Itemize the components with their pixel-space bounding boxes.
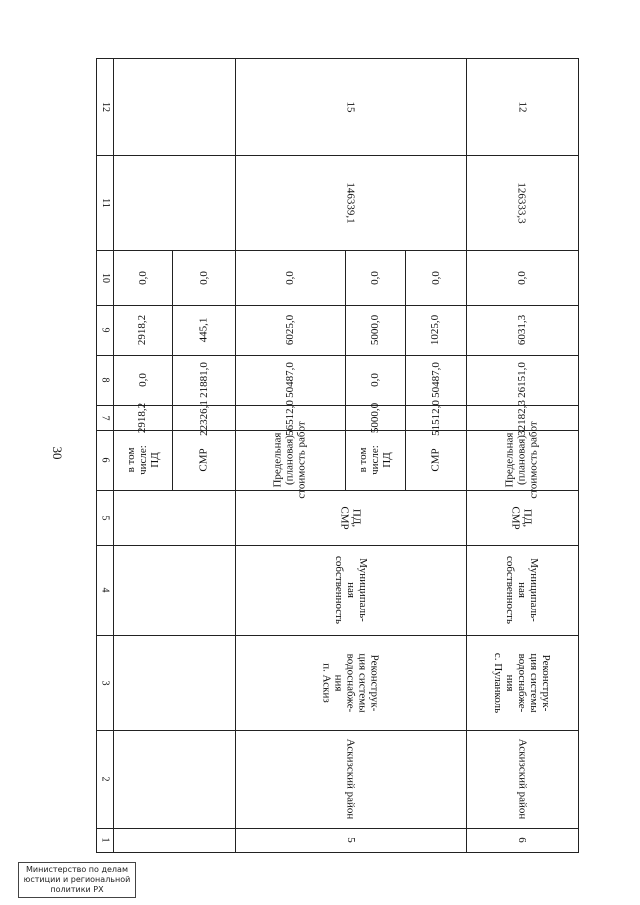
stage-cell: ПД, СМР xyxy=(510,505,534,530)
value-11-cell: 146339,1 xyxy=(344,181,357,224)
subrow-c8: 50487,0 xyxy=(284,362,296,398)
page-number: 30 xyxy=(50,446,65,460)
col-header-10: 10 xyxy=(99,272,111,283)
district-cell: Аскизский район xyxy=(515,738,528,820)
subrow-c10: 0,0 xyxy=(136,270,149,285)
subrow-c8: 0,0 xyxy=(369,373,381,387)
col-header-2: 2 xyxy=(99,776,111,782)
subrow-c10: 0,0 xyxy=(284,270,296,285)
subrow-label: в том числе: ПД xyxy=(124,445,161,475)
subrow-label: СМР xyxy=(429,448,442,472)
col-header-4: 4 xyxy=(99,587,111,593)
subrow-label: в том числе: ПД xyxy=(356,445,393,475)
subrow-c7: 5000,0 xyxy=(369,402,381,433)
col-header-8: 8 xyxy=(99,377,111,383)
col-header-12: 12 xyxy=(99,101,111,112)
subrow-c8: 26151,0 xyxy=(516,362,528,398)
col-header-11: 11 xyxy=(99,197,111,208)
col-header-9: 9 xyxy=(99,327,111,333)
col-header-1: 1 xyxy=(99,837,111,843)
subrow-c7: 56512,0 xyxy=(284,399,296,436)
object-cell: Реконструк- ция системы водоснабже- ния п. Аскиз xyxy=(320,652,381,713)
subrow-c9: 445,1 xyxy=(197,317,210,343)
col-header-6: 6 xyxy=(99,457,111,463)
subrow-label: Предельная (плановая) стоимость работ xyxy=(271,421,308,499)
subrow-c7: 32182,3 xyxy=(516,399,528,436)
value-12-cell: 12 xyxy=(516,101,528,112)
col-header-7: 7 xyxy=(99,415,111,420)
subrow-c8: 21881,0 xyxy=(197,362,210,398)
subrow-c7: 22326,1 xyxy=(197,399,210,436)
subrow-c10: 0,0 xyxy=(429,270,442,285)
subrow-c7: 51512,0 xyxy=(429,399,442,436)
subrow-c10: 0,0 xyxy=(197,270,210,285)
col-header-3: 3 xyxy=(99,680,111,685)
district-cell: Аскизский район xyxy=(344,738,357,820)
stage-cell: ПД, СМР xyxy=(338,505,363,530)
subrow-label: Предельная (плановая) стоимость работ xyxy=(503,421,540,499)
subrow-c9: 6025,0 xyxy=(284,314,296,346)
subrow-c10: 0,0 xyxy=(369,270,381,285)
ministry-stamp: Министерство по делам юстиции и региональной политики РХ xyxy=(18,862,136,898)
subrow-c7: 2918,2 xyxy=(136,402,149,433)
subrow-c9: 2918,2 xyxy=(136,314,149,346)
value-12-cell: 15 xyxy=(344,101,357,112)
subrow-c9: 5000,0 xyxy=(369,314,381,346)
row-number: 5 xyxy=(344,837,357,843)
row-number: 6 xyxy=(516,837,528,843)
ownership-cell: Муниципаль- ная собственность xyxy=(332,556,369,624)
subrow-c9: 1025,0 xyxy=(429,314,442,346)
value-11-cell: 126333,3 xyxy=(516,181,528,224)
subrow-c10: 0,0 xyxy=(516,270,528,285)
ownership-cell: Муниципаль- ная собственность xyxy=(504,556,540,624)
subrow-label: СМР xyxy=(197,448,210,472)
object-cell: Реконструк- ция системы водоснабже- ния с. Пуланколь xyxy=(492,652,552,713)
subrow-c8: 0,0 xyxy=(136,373,149,387)
subrow-c9: 6031,3 xyxy=(516,314,528,346)
col-header-5: 5 xyxy=(99,515,111,520)
subrow-c8: 50487,0 xyxy=(429,362,442,398)
